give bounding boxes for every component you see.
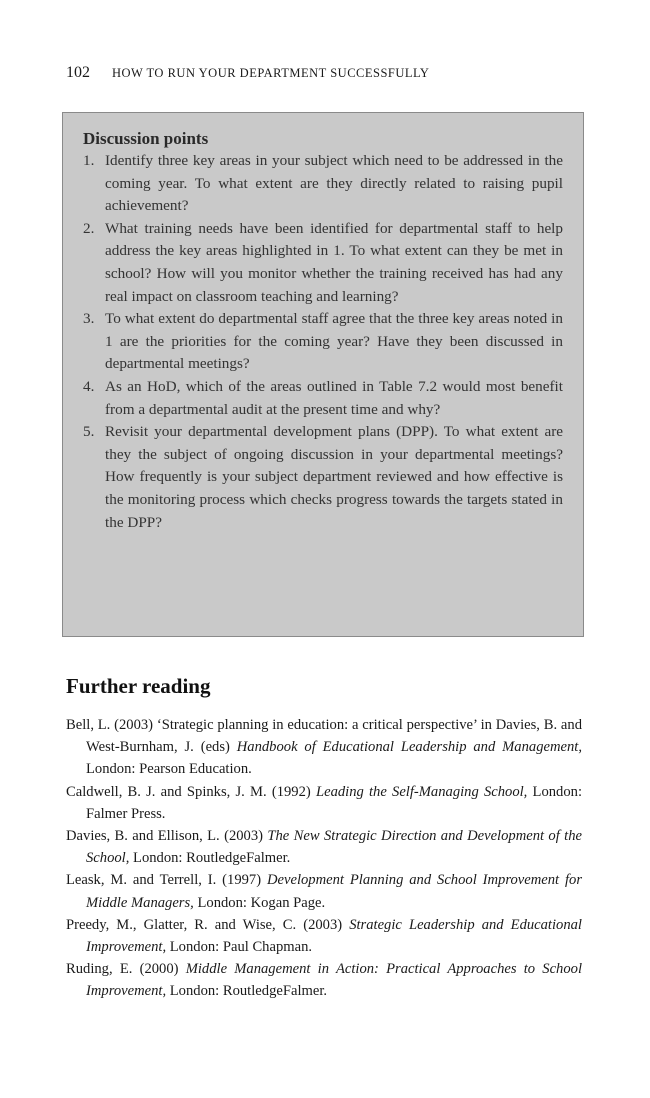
running-title: HOW TO RUN YOUR DEPARTMENT SUCCESSFULLY bbox=[112, 66, 430, 80]
discussion-item-text: As an HoD, which of the areas outlined in Table 7.2 would most benefit from a departmental audit at the present time and why? bbox=[105, 377, 563, 418]
discussion-item-text: Revisit your departmental development plans (DPP). To what extent are they the subject of ongoing discussion in your departmental meetings? How frequently is your subject department reviewed and how effective is the monitoring process which checks progress towards the targets stated in the DPP? bbox=[105, 423, 563, 531]
reference-title: Middle Management in Action: Practical Approaches to School Improvement, bbox=[86, 961, 582, 1000]
page-number: 102 bbox=[66, 64, 90, 81]
reference-entry bbox=[66, 914, 582, 958]
reference-authors: Leask, M. and Terrell, I. (1997) bbox=[66, 872, 267, 889]
discussion-item-number: 3. bbox=[83, 310, 95, 328]
reference-entry bbox=[66, 781, 582, 825]
discussion-item-number: 4. bbox=[83, 377, 95, 395]
discussion-item bbox=[83, 308, 563, 376]
reference-list bbox=[66, 714, 582, 1003]
reference-title: Handbook of Educational Leadership and Management, bbox=[236, 739, 582, 756]
discussion-item-number: 1. bbox=[83, 152, 95, 169]
reference-publisher: London: Kogan Page. bbox=[193, 894, 326, 911]
discussion-item-text: To what extent do departmental staff agree that the three key areas noted in 1 are the priorities for the coming year? Have they been discussed in departmental meetings? bbox=[105, 310, 563, 373]
reference-entry bbox=[66, 869, 582, 913]
reference-title: The New Strategic Direction and Development of the School, bbox=[86, 828, 582, 867]
reference-publisher: London: Pearson Education. bbox=[86, 761, 252, 778]
running-head bbox=[66, 64, 586, 82]
discussion-points-box bbox=[62, 112, 584, 637]
reference-entry bbox=[66, 958, 582, 1002]
reference-title: Development Planning and School Improvement for Middle Managers, bbox=[86, 872, 582, 911]
reference-authors: Ruding, E. (2000) bbox=[66, 961, 186, 978]
reference-publisher: London: RoutledgeFalmer. bbox=[166, 983, 328, 1000]
discussion-item bbox=[83, 150, 563, 218]
discussion-item bbox=[83, 218, 563, 308]
further-reading-heading: Further reading bbox=[66, 674, 211, 698]
reference-entry bbox=[66, 714, 582, 781]
discussion-item-number: 5. bbox=[83, 423, 95, 441]
discussion-item bbox=[83, 421, 563, 534]
reference-publisher: London: RoutledgeFalmer. bbox=[129, 850, 291, 867]
discussion-heading: Discussion points bbox=[83, 129, 209, 148]
discussion-item bbox=[83, 376, 563, 421]
reference-entry bbox=[66, 825, 582, 869]
discussion-item-number: 2. bbox=[83, 219, 95, 237]
reference-authors: Bell, L. (2003) ‘Strategic planning in education: a critical perspective’ in Davies, B. and West-Burnham, J. (eds) bbox=[66, 717, 582, 756]
reference-title: Leading the Self-Managing School, bbox=[315, 783, 528, 800]
discussion-item-text: What training needs have been identified for departmental staff to help address the key areas highlighted in 1. To what extent can they be met in school? How will you monitor whether the training received has had any real impact on classroom teaching and learning? bbox=[105, 219, 563, 305]
discussion-list bbox=[83, 150, 563, 534]
reference-authors: Preedy, M., Glatter, R. and Wise, C. (2003) bbox=[66, 916, 350, 933]
discussion-item-text: Identify three key areas in your subject which need to be addressed in the coming year. To what extent are they directly related to raising pupil achievement? bbox=[105, 152, 563, 215]
reference-publisher: London: Paul Chapman. bbox=[166, 939, 313, 956]
reference-authors: Caldwell, B. J. and Spinks, J. M. (1992) bbox=[66, 783, 316, 800]
reference-title: Strategic Leadership and Educational Improvement, bbox=[86, 916, 582, 956]
reference-authors: Davies, B. and Ellison, L. (2003) bbox=[66, 828, 268, 845]
reference-publisher: London: Falmer Press. bbox=[86, 783, 582, 822]
